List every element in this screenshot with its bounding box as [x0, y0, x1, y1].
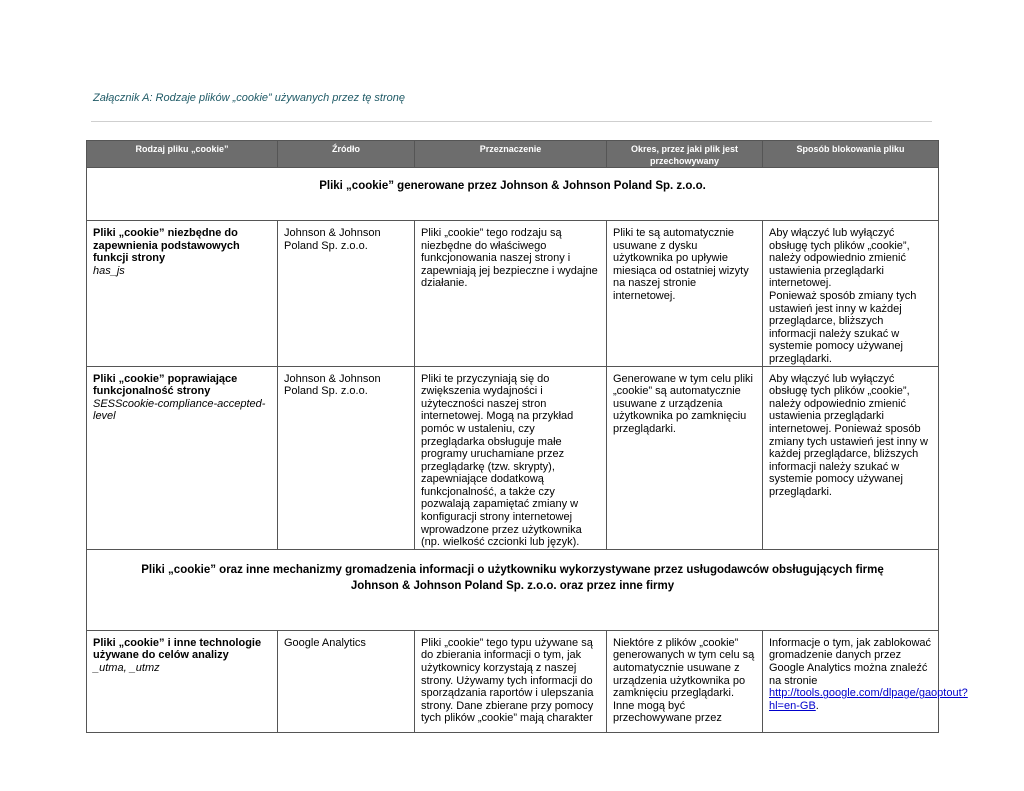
header-purpose: Przeznaczenie [415, 141, 607, 168]
period-text: Niektóre z plików „cookie” generowanych w tym celu są automatycznie usuwane z urządzenia użytkownika po zamknięciu przeglądarki. [613, 636, 755, 700]
source-cell: Johnson & Johnson Poland Sp. z.o.o. [278, 221, 415, 367]
header-blocking: Sposób blokowania pliku [763, 141, 939, 168]
blocking-cell [763, 221, 939, 367]
source-cell: Johnson & Johnson Poland Sp. z.o.o. [278, 366, 415, 549]
blocking-text: Informacje o tym, jak zablokować gromadzenie danych przez Google Analytics można znaleźć na stronie [769, 636, 932, 687]
cookie-type-cell [87, 630, 278, 732]
page-heading: Załącznik A: Rodzaje plików „cookie” używanych przez tę stronę [93, 92, 406, 104]
cookie-type-title: Pliki „cookie” i inne technologie używane do celów analizy [93, 636, 262, 662]
cookie-type-cell [87, 366, 278, 549]
table-row [87, 366, 939, 549]
purpose-cell: Pliki „cookie” tego rodzaju są niezbędne do właściwego funkcjonowania naszej strony i zapewniają jej bezpieczne i wydajne działanie. [415, 221, 607, 367]
blocking-text-end: . [815, 699, 819, 712]
gaoptout-link[interactable]: http://tools.google.com/dlpage/gaoptout?hl=en-GB [769, 687, 968, 712]
cookie-type-title: Pliki „cookie” poprawiające funkcjonalność strony [93, 372, 238, 398]
section-title-2-line1: Pliki „cookie” oraz inne mechanizmy gromadzenia informacji o użytkowniku wykorzystywane przez usługodawców obsługujących firmę [141, 563, 884, 576]
section-row-2 [87, 549, 939, 630]
purpose-cell: Pliki „cookie” tego typu używane są do zbierania informacji o tym, jak użytkownicy korzystają z naszej strony. Używamy tych informacji do sporządzania raportów i ulepszania strony. Dane zbierane przy pomocy tych plików „cookie” mają charakter [415, 630, 607, 732]
header-period: Okres, przez jaki plik jest przechowywany [607, 141, 763, 168]
table-row [87, 630, 939, 732]
period-cell: Generowane w tym celu pliki „cookie” są automatycznie usuwane z urządzenia użytkownika po zamknięciu przeglądarki. [607, 366, 763, 549]
cookie-type-cell [87, 221, 278, 367]
purpose-cell: Pliki te przyczyniają się do zwiększenia wydajności i użyteczności naszej stron internetowej. Mogą na przykład pomóc w ustaleniu, czy przeglądarka obsługuje małe programy uruchamiane przez przeglądarkę (tzw. skrypty), zapewniające dodatkową funkcjonalność, a także czy pozwalają zapamiętać zmiany w konfiguracji strony internetowej wprowadzone przez użytkownika (np. wielkość czcionki lub język). [415, 366, 607, 549]
header-cookie-type: Rodzaj pliku „cookie” [87, 141, 278, 168]
cookie-name: has_js [93, 264, 125, 277]
source-cell: Google Analytics [278, 630, 415, 732]
section-title-2 [87, 549, 939, 630]
period-cell: Pliki te są automatycznie usuwane z dysku użytkownika po upływie miesiąca od ostatniej wizyty na naszej stronie internetowej. [607, 221, 763, 367]
cookie-name: _utma, _utmz [93, 662, 160, 675]
cookie-table [86, 140, 968, 733]
cookie-type-title: Pliki „cookie” niezbędne do zapewnienia podstawowych funkcji strony [93, 227, 240, 265]
section-title-1: Pliki „cookie” generowane przez Johnson & Johnson Poland Sp. z.o.o. [87, 168, 939, 221]
blocking-text: Aby włączyć lub wyłączyć obsługę tych plików „cookie”, należy odpowiednio zmienić ustawienia przeglądarki internetowej. [769, 227, 910, 290]
period-text-2: Inne mogą być przechowywane przez [613, 699, 722, 725]
period-cell [607, 630, 763, 732]
table-row [87, 221, 939, 367]
blocking-cell: Aby włączyć lub wyłączyć obsługę tych plików „cookie”, należy odpowiednio zmienić ustawienia przeglądarki internetowej. Ponieważ sposób zmiany tych ustawień jest inny w każdej przeglądarce, bliższych informacji należy szukać w systemie pomocy używanej przeglądarki. [763, 366, 939, 549]
header-source: Źródło [278, 141, 415, 168]
header-row [87, 141, 939, 168]
cookie-name: SESScookie-compliance-accepted-level [93, 397, 266, 423]
divider [91, 121, 932, 122]
section-row-1 [87, 168, 939, 221]
blocking-cell [763, 630, 968, 732]
section-title-2-line2: Johnson & Johnson Poland Sp. z.o.o. oraz przez inne firmy [350, 579, 675, 592]
blocking-text-2: Ponieważ sposób zmiany tych ustawień jest inny w każdej przeglądarce, bliższych informacji należy szukać w systemie pomocy używanej przeglądarki. [769, 289, 917, 365]
